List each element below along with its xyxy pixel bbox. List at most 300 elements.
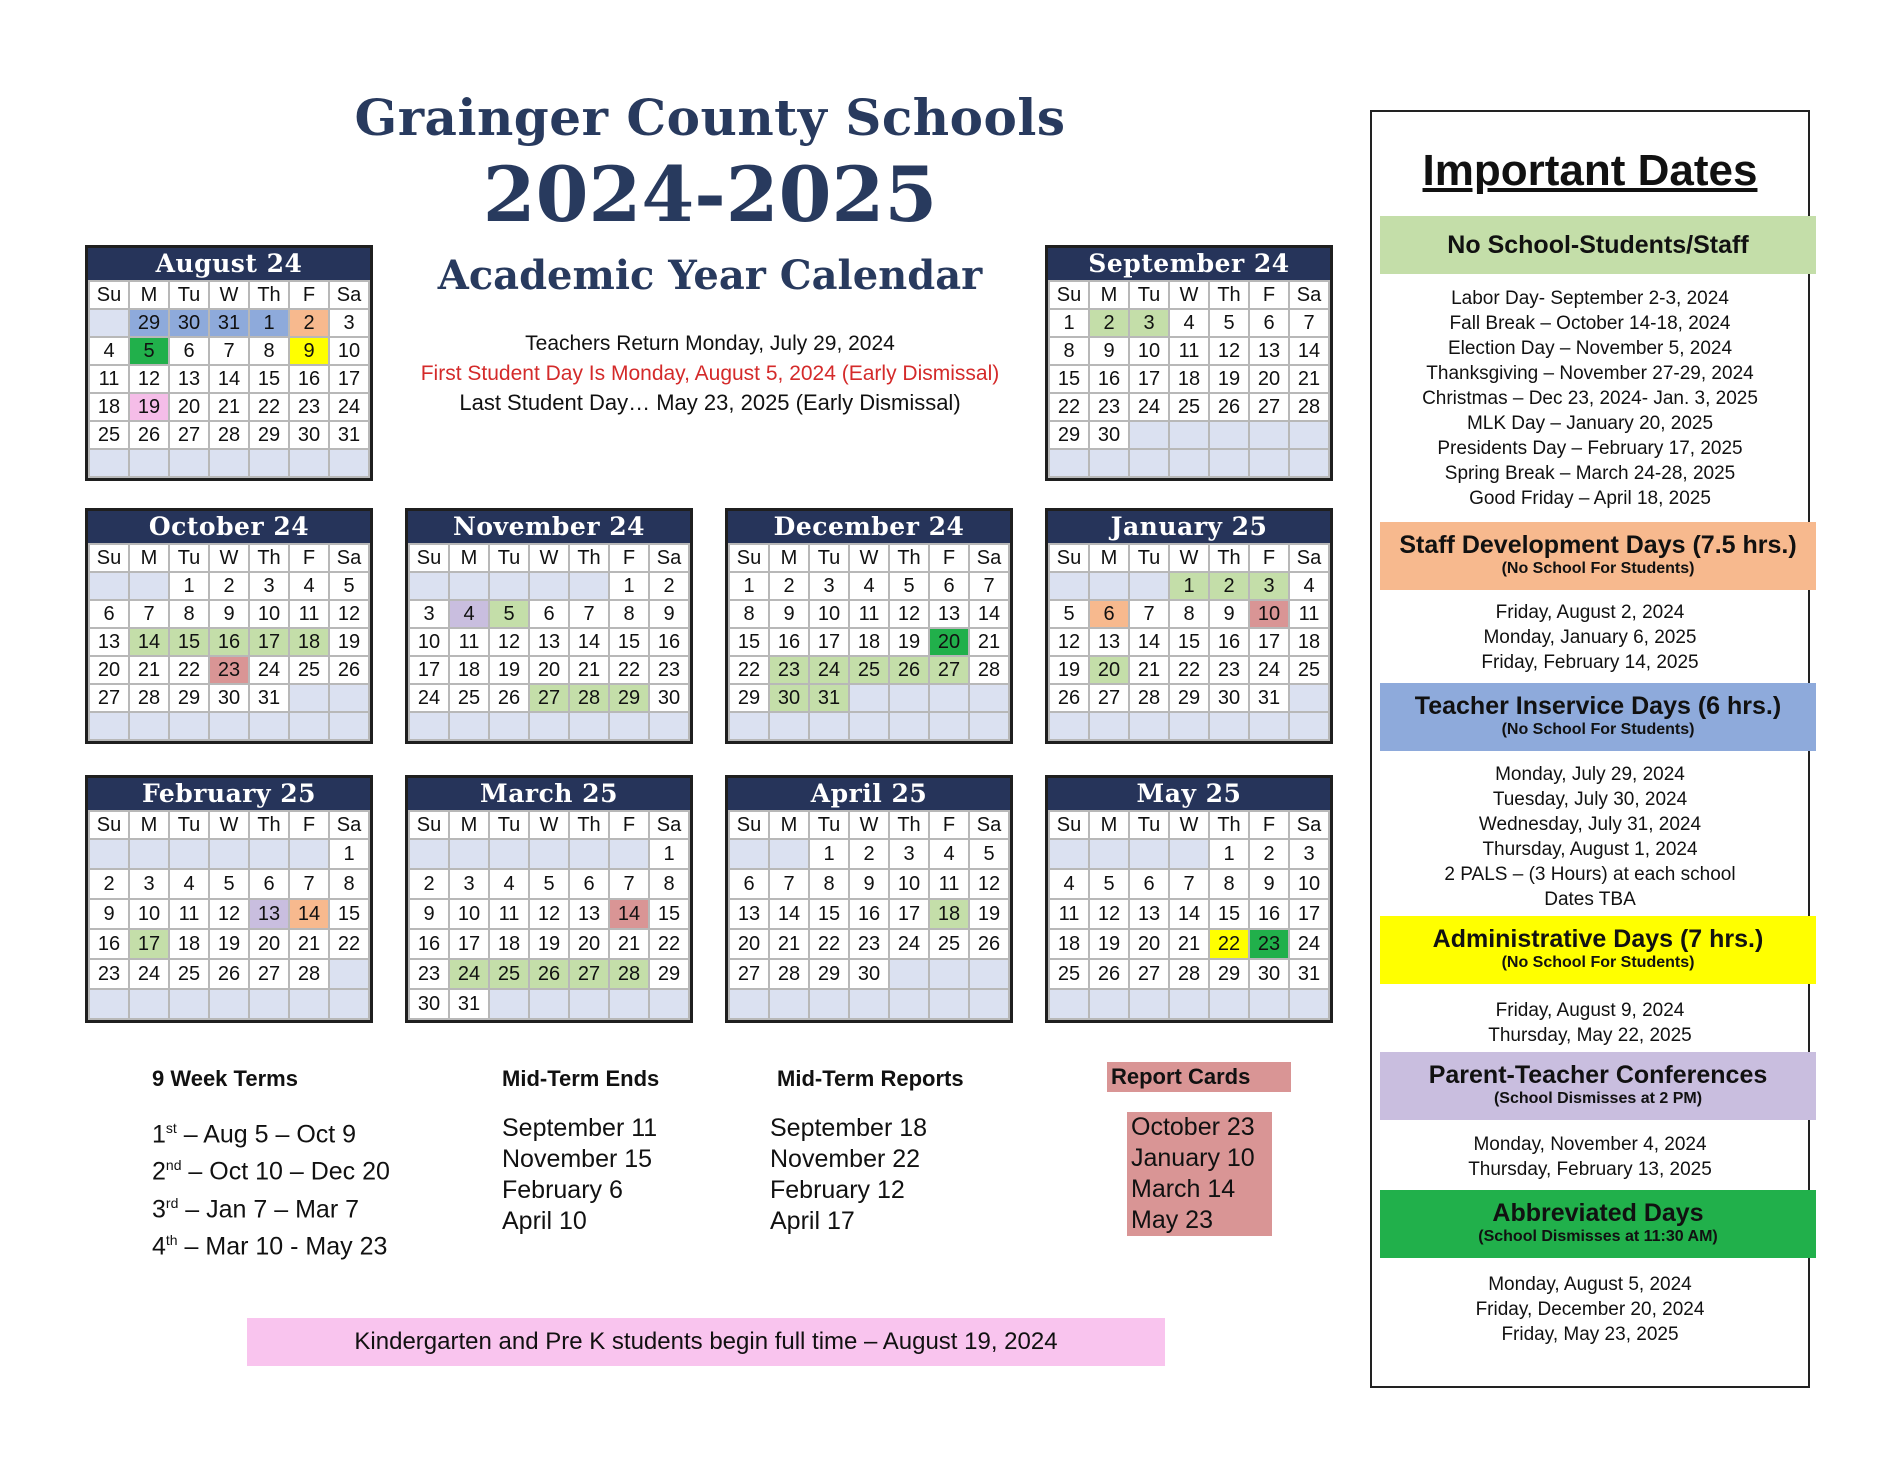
day-cell: 20 [729, 929, 769, 959]
day-cell: 20 [169, 393, 209, 421]
day-cell: 30 [849, 959, 889, 989]
day-cell: 4 [1169, 309, 1209, 337]
day-cell: 22 [729, 656, 769, 684]
day-cell: 29 [809, 959, 849, 989]
terms-heading: 9 Week Terms [152, 1066, 298, 1091]
day-cell: 29 [1169, 684, 1209, 712]
month-title: August 24 [88, 248, 370, 280]
weekday-label: Sa [1289, 281, 1329, 309]
important-date-item: Labor Day- September 2-3, 2024 [1451, 288, 1729, 309]
day-cell: 23 [89, 959, 129, 989]
empty-day-cell [129, 712, 169, 740]
important-date-item: Friday, August 9, 2024 [1495, 1000, 1685, 1021]
day-cell: 25 [289, 656, 329, 684]
day-cell: 15 [1169, 628, 1209, 656]
term-ordinal: 1 [152, 1120, 166, 1149]
day-cell: 3 [249, 572, 289, 600]
day-cell: 18 [849, 628, 889, 656]
empty-day-cell [1089, 989, 1129, 1019]
day-cell: 22 [329, 929, 369, 959]
empty-day-cell [329, 449, 369, 477]
empty-day-cell [729, 712, 769, 740]
day-cell: 21 [609, 929, 649, 959]
month-october [85, 508, 373, 744]
day-cell: 9 [209, 600, 249, 628]
midterm-reports-heading: Mid-Term Reports [777, 1066, 964, 1091]
empty-day-cell [849, 684, 889, 712]
empty-day-cell [1169, 712, 1209, 740]
day-cell: 10 [1129, 337, 1169, 365]
important-date-item: Dates TBA [1544, 889, 1636, 910]
day-cell: 24 [889, 929, 929, 959]
month-november [405, 508, 693, 744]
day-cell: 14 [969, 600, 1009, 628]
day-cell: 21 [209, 393, 249, 421]
weekday-label: Tu [489, 811, 529, 839]
empty-day-cell [289, 684, 329, 712]
empty-day-cell [769, 989, 809, 1019]
day-cell: 11 [289, 600, 329, 628]
empty-day-cell [249, 989, 289, 1019]
day-cell: 16 [409, 929, 449, 959]
important-date-item: Monday, August 5, 2024 [1488, 1274, 1692, 1295]
day-cell: 8 [729, 600, 769, 628]
weekday-label: W [849, 544, 889, 572]
day-cell: 18 [489, 929, 529, 959]
important-date-item: Thursday, August 1, 2024 [1482, 839, 1698, 860]
day-cell: 6 [1249, 309, 1289, 337]
day-cell: 15 [1209, 899, 1249, 929]
day-cell: 10 [329, 337, 369, 365]
weekday-label: M [129, 811, 169, 839]
day-cell: 12 [529, 899, 569, 929]
day-cell: 19 [129, 393, 169, 421]
day-cell: 26 [969, 929, 1009, 959]
empty-day-cell [409, 572, 449, 600]
empty-day-cell [1089, 449, 1129, 477]
day-cell: 16 [1209, 628, 1249, 656]
empty-day-cell [1289, 712, 1329, 740]
midterm-ends-list [502, 1113, 657, 1237]
empty-day-cell [1169, 839, 1209, 869]
day-cell: 22 [249, 393, 289, 421]
day-cell: 19 [529, 929, 569, 959]
empty-day-cell [1209, 421, 1249, 449]
day-cell: 27 [169, 421, 209, 449]
day-cell: 6 [89, 600, 129, 628]
empty-day-cell [329, 684, 369, 712]
section-title: Administrative Days (7 hrs.) [1432, 925, 1764, 953]
weekday-label: Tu [1129, 811, 1169, 839]
day-cell: 14 [769, 899, 809, 929]
midterm-end-date: February 6 [502, 1176, 623, 1204]
midterm-report-date: September 18 [770, 1114, 928, 1142]
day-cell: 6 [729, 869, 769, 899]
month-title: February 25 [88, 778, 370, 810]
day-cell: 3 [449, 869, 489, 899]
day-cell: 7 [769, 869, 809, 899]
day-cell: 14 [1169, 899, 1209, 929]
day-cell: 15 [169, 628, 209, 656]
day-cell: 6 [1129, 869, 1169, 899]
day-cell: 23 [1089, 393, 1129, 421]
day-cell: 24 [1289, 929, 1329, 959]
empty-day-cell [1289, 989, 1329, 1019]
day-cell: 2 [89, 869, 129, 899]
day-cell: 10 [449, 899, 489, 929]
teachers-return-note: Teachers Return Monday, July 29, 2024 [525, 332, 895, 355]
empty-day-cell [209, 449, 249, 477]
month-title: May 25 [1048, 778, 1330, 810]
empty-day-cell [609, 839, 649, 869]
report-cards-heading: Report Cards [1107, 1062, 1291, 1092]
day-cell: 1 [1049, 309, 1089, 337]
day-cell: 17 [809, 628, 849, 656]
day-cell: 24 [1129, 393, 1169, 421]
day-cell: 5 [129, 337, 169, 365]
empty-day-cell [1289, 684, 1329, 712]
weekday-label: M [769, 811, 809, 839]
empty-day-cell [289, 839, 329, 869]
empty-day-cell [529, 712, 569, 740]
empty-day-cell [609, 989, 649, 1019]
day-cell: 7 [569, 600, 609, 628]
important-section-header [1380, 1190, 1816, 1258]
day-cell: 3 [329, 309, 369, 337]
month-may [1045, 775, 1333, 1023]
section-subtitle: (School Dismisses at 11:30 AM) [1478, 1228, 1718, 1245]
weekday-label: Sa [329, 811, 369, 839]
empty-day-cell [729, 839, 769, 869]
day-cell: 21 [969, 628, 1009, 656]
day-cell: 30 [1209, 684, 1249, 712]
day-cell: 29 [609, 684, 649, 712]
weekday-label: F [1249, 281, 1289, 309]
term-ordinal: 2 [152, 1157, 166, 1186]
empty-day-cell [1089, 839, 1129, 869]
day-cell: 24 [449, 959, 489, 989]
empty-day-cell [649, 989, 689, 1019]
day-cell: 20 [569, 929, 609, 959]
empty-day-cell [849, 712, 889, 740]
day-cell: 28 [1289, 393, 1329, 421]
empty-day-cell [89, 449, 129, 477]
important-date-item: Thanksgiving – November 27-29, 2024 [1426, 363, 1754, 384]
day-cell: 14 [1129, 628, 1169, 656]
empty-day-cell [889, 959, 929, 989]
empty-day-cell [1049, 572, 1089, 600]
day-cell: 7 [1169, 869, 1209, 899]
month-title: December 24 [728, 511, 1010, 543]
day-cell: 19 [969, 899, 1009, 929]
day-cell: 7 [289, 869, 329, 899]
empty-day-cell [1169, 989, 1209, 1019]
weekday-label: M [1089, 281, 1129, 309]
day-cell: 1 [249, 309, 289, 337]
weekday-label: Th [889, 544, 929, 572]
day-cell: 10 [889, 869, 929, 899]
terms-list [152, 1113, 390, 1262]
day-cell: 7 [969, 572, 1009, 600]
day-cell: 28 [1129, 684, 1169, 712]
day-cell: 8 [1209, 869, 1249, 899]
weekday-label: Sa [329, 544, 369, 572]
day-cell: 28 [1169, 959, 1209, 989]
empty-day-cell [129, 989, 169, 1019]
day-cell: 1 [609, 572, 649, 600]
day-cell: 20 [89, 656, 129, 684]
term-range: – Jan 7 – Mar 7 [178, 1194, 360, 1223]
empty-day-cell [249, 839, 289, 869]
empty-day-cell [969, 712, 1009, 740]
empty-day-cell [129, 572, 169, 600]
weekday-label: Tu [1129, 281, 1169, 309]
weekday-label: M [1089, 544, 1129, 572]
weekday-label: Tu [809, 811, 849, 839]
day-cell: 27 [929, 656, 969, 684]
day-cell: 9 [1249, 869, 1289, 899]
important-section-header [1380, 1052, 1816, 1120]
empty-day-cell [449, 572, 489, 600]
empty-day-cell [529, 572, 569, 600]
day-cell: 20 [1249, 365, 1289, 393]
day-cell: 19 [889, 628, 929, 656]
day-cell: 11 [449, 628, 489, 656]
day-cell: 5 [329, 572, 369, 600]
day-cell: 27 [89, 684, 129, 712]
weekday-label: Th [249, 281, 289, 309]
day-cell: 26 [1049, 684, 1089, 712]
day-cell: 4 [169, 869, 209, 899]
day-cell: 21 [1169, 929, 1209, 959]
weekday-label: Tu [809, 544, 849, 572]
weekday-label: F [929, 544, 969, 572]
empty-day-cell [89, 989, 129, 1019]
day-cell: 19 [489, 656, 529, 684]
term-item [152, 1150, 390, 1187]
weekday-label: M [449, 811, 489, 839]
day-cell: 15 [1049, 365, 1089, 393]
term-range: – Aug 5 – Oct 9 [176, 1120, 357, 1149]
day-cell: 6 [1089, 600, 1129, 628]
day-cell: 13 [729, 899, 769, 929]
weekday-label: W [529, 544, 569, 572]
day-cell: 7 [1129, 600, 1169, 628]
weekday-label: Tu [169, 811, 209, 839]
day-cell: 9 [89, 899, 129, 929]
day-cell: 17 [249, 628, 289, 656]
day-cell: 1 [1209, 839, 1249, 869]
empty-day-cell [409, 839, 449, 869]
day-cell: 26 [329, 656, 369, 684]
empty-day-cell [729, 989, 769, 1019]
empty-day-cell [169, 712, 209, 740]
day-cell: 2 [1209, 572, 1249, 600]
day-cell: 23 [649, 656, 689, 684]
weekday-label: F [1249, 811, 1289, 839]
day-cell: 12 [489, 628, 529, 656]
day-cell: 11 [1169, 337, 1209, 365]
day-cell: 24 [809, 656, 849, 684]
day-cell: 11 [1289, 600, 1329, 628]
day-cell: 12 [1089, 899, 1129, 929]
day-cell: 17 [329, 365, 369, 393]
day-cell: 7 [609, 869, 649, 899]
section-title: Parent-Teacher Conferences [1428, 1061, 1768, 1089]
empty-day-cell [1049, 449, 1089, 477]
day-cell: 17 [409, 656, 449, 684]
day-cell: 27 [569, 959, 609, 989]
kindergarten-note: Kindergarten and Pre K students begin full time – August 19, 2024 [247, 1318, 1165, 1366]
day-cell: 22 [169, 656, 209, 684]
empty-day-cell [1129, 449, 1169, 477]
day-cell: 16 [849, 899, 889, 929]
day-cell: 24 [329, 393, 369, 421]
day-cell: 26 [1089, 959, 1129, 989]
day-cell: 28 [769, 959, 809, 989]
section-subtitle: (No School For Students) [1501, 560, 1695, 577]
day-cell: 20 [929, 628, 969, 656]
empty-day-cell [969, 989, 1009, 1019]
day-cell: 25 [1289, 656, 1329, 684]
day-cell: 13 [169, 365, 209, 393]
section-title: Abbreviated Days [1492, 1199, 1704, 1227]
empty-day-cell [249, 449, 289, 477]
day-cell: 13 [529, 628, 569, 656]
report-card-date: October 23 [1131, 1113, 1255, 1141]
day-cell: 24 [129, 959, 169, 989]
important-section-header [1380, 522, 1816, 590]
report-cards-list [1127, 1112, 1272, 1236]
month-title: November 24 [408, 511, 690, 543]
midterm-ends-heading: Mid-Term Ends [502, 1066, 660, 1091]
empty-day-cell [969, 684, 1009, 712]
empty-day-cell [129, 839, 169, 869]
section-date-list [1370, 1272, 1810, 1347]
day-cell: 8 [809, 869, 849, 899]
midterm-end-date: April 10 [502, 1207, 587, 1235]
day-cell: 9 [1209, 600, 1249, 628]
weekday-label: Sa [969, 544, 1009, 572]
empty-day-cell [1089, 712, 1129, 740]
day-cell: 14 [609, 899, 649, 929]
weekday-label: Sa [1289, 811, 1329, 839]
month-august [85, 245, 373, 481]
day-cell: 13 [1129, 899, 1169, 929]
empty-day-cell [929, 989, 969, 1019]
day-cell: 22 [649, 929, 689, 959]
day-cell: 13 [929, 600, 969, 628]
day-cell: 10 [129, 899, 169, 929]
day-cell: 30 [409, 989, 449, 1019]
day-cell: 14 [209, 365, 249, 393]
empty-day-cell [249, 712, 289, 740]
day-cell: 1 [729, 572, 769, 600]
day-cell: 12 [129, 365, 169, 393]
empty-day-cell [609, 712, 649, 740]
empty-day-cell [489, 712, 529, 740]
calendar-subtitle: Academic Year Calendar [437, 252, 983, 299]
weekday-label: M [1089, 811, 1129, 839]
weekday-label: F [609, 544, 649, 572]
empty-day-cell [649, 712, 689, 740]
weekday-label: W [849, 811, 889, 839]
weekday-label: W [1169, 544, 1209, 572]
day-cell: 16 [649, 628, 689, 656]
day-cell: 18 [89, 393, 129, 421]
day-cell: 23 [1209, 656, 1249, 684]
empty-day-cell [849, 989, 889, 1019]
empty-day-cell [1049, 712, 1089, 740]
weekday-label: Th [1209, 544, 1249, 572]
weekday-label: Sa [649, 544, 689, 572]
empty-day-cell [969, 959, 1009, 989]
empty-day-cell [1169, 449, 1209, 477]
month-december [725, 508, 1013, 744]
empty-day-cell [769, 839, 809, 869]
day-cell: 2 [1249, 839, 1289, 869]
day-cell: 29 [169, 684, 209, 712]
day-cell: 18 [929, 899, 969, 929]
term-range: – Mar 10 - May 23 [177, 1232, 388, 1261]
day-cell: 3 [1129, 309, 1169, 337]
empty-day-cell [129, 449, 169, 477]
day-cell: 16 [89, 929, 129, 959]
weekday-label: W [1169, 281, 1209, 309]
last-student-day-note: Last Student Day… May 23, 2025 (Early Dismissal) [459, 390, 961, 415]
day-cell: 2 [649, 572, 689, 600]
day-cell: 16 [1089, 365, 1129, 393]
weekday-label: Su [1049, 811, 1089, 839]
day-cell: 19 [209, 929, 249, 959]
day-cell: 29 [1209, 959, 1249, 989]
month-title: April 25 [728, 778, 1010, 810]
empty-day-cell [289, 712, 329, 740]
day-cell: 14 [569, 628, 609, 656]
day-cell: 15 [729, 628, 769, 656]
day-cell: 17 [889, 899, 929, 929]
weekday-label: Sa [1289, 544, 1329, 572]
weekday-label: Su [89, 811, 129, 839]
weekday-label: Su [89, 544, 129, 572]
day-cell: 4 [489, 869, 529, 899]
day-cell: 12 [1209, 337, 1249, 365]
day-cell: 12 [889, 600, 929, 628]
day-cell: 15 [249, 365, 289, 393]
empty-day-cell [169, 449, 209, 477]
section-subtitle: (School Dismisses at 2 PM) [1493, 1090, 1703, 1107]
empty-day-cell [89, 572, 129, 600]
important-date-item: Monday, July 29, 2024 [1495, 764, 1685, 785]
day-cell: 24 [249, 656, 289, 684]
day-cell: 25 [489, 959, 529, 989]
day-cell: 25 [169, 959, 209, 989]
empty-day-cell [1249, 421, 1289, 449]
day-cell: 5 [889, 572, 929, 600]
day-cell: 16 [209, 628, 249, 656]
weekday-label: Su [1049, 544, 1089, 572]
important-date-item: Presidents Day – February 17, 2025 [1437, 438, 1743, 459]
day-cell: 29 [129, 309, 169, 337]
midterm-end-date: September 11 [502, 1114, 658, 1142]
term-ordinal: 3 [152, 1194, 166, 1223]
weekday-label: M [769, 544, 809, 572]
day-cell: 26 [489, 684, 529, 712]
day-cell: 30 [1249, 959, 1289, 989]
empty-day-cell [209, 839, 249, 869]
day-cell: 3 [1249, 572, 1289, 600]
day-cell: 5 [1209, 309, 1249, 337]
